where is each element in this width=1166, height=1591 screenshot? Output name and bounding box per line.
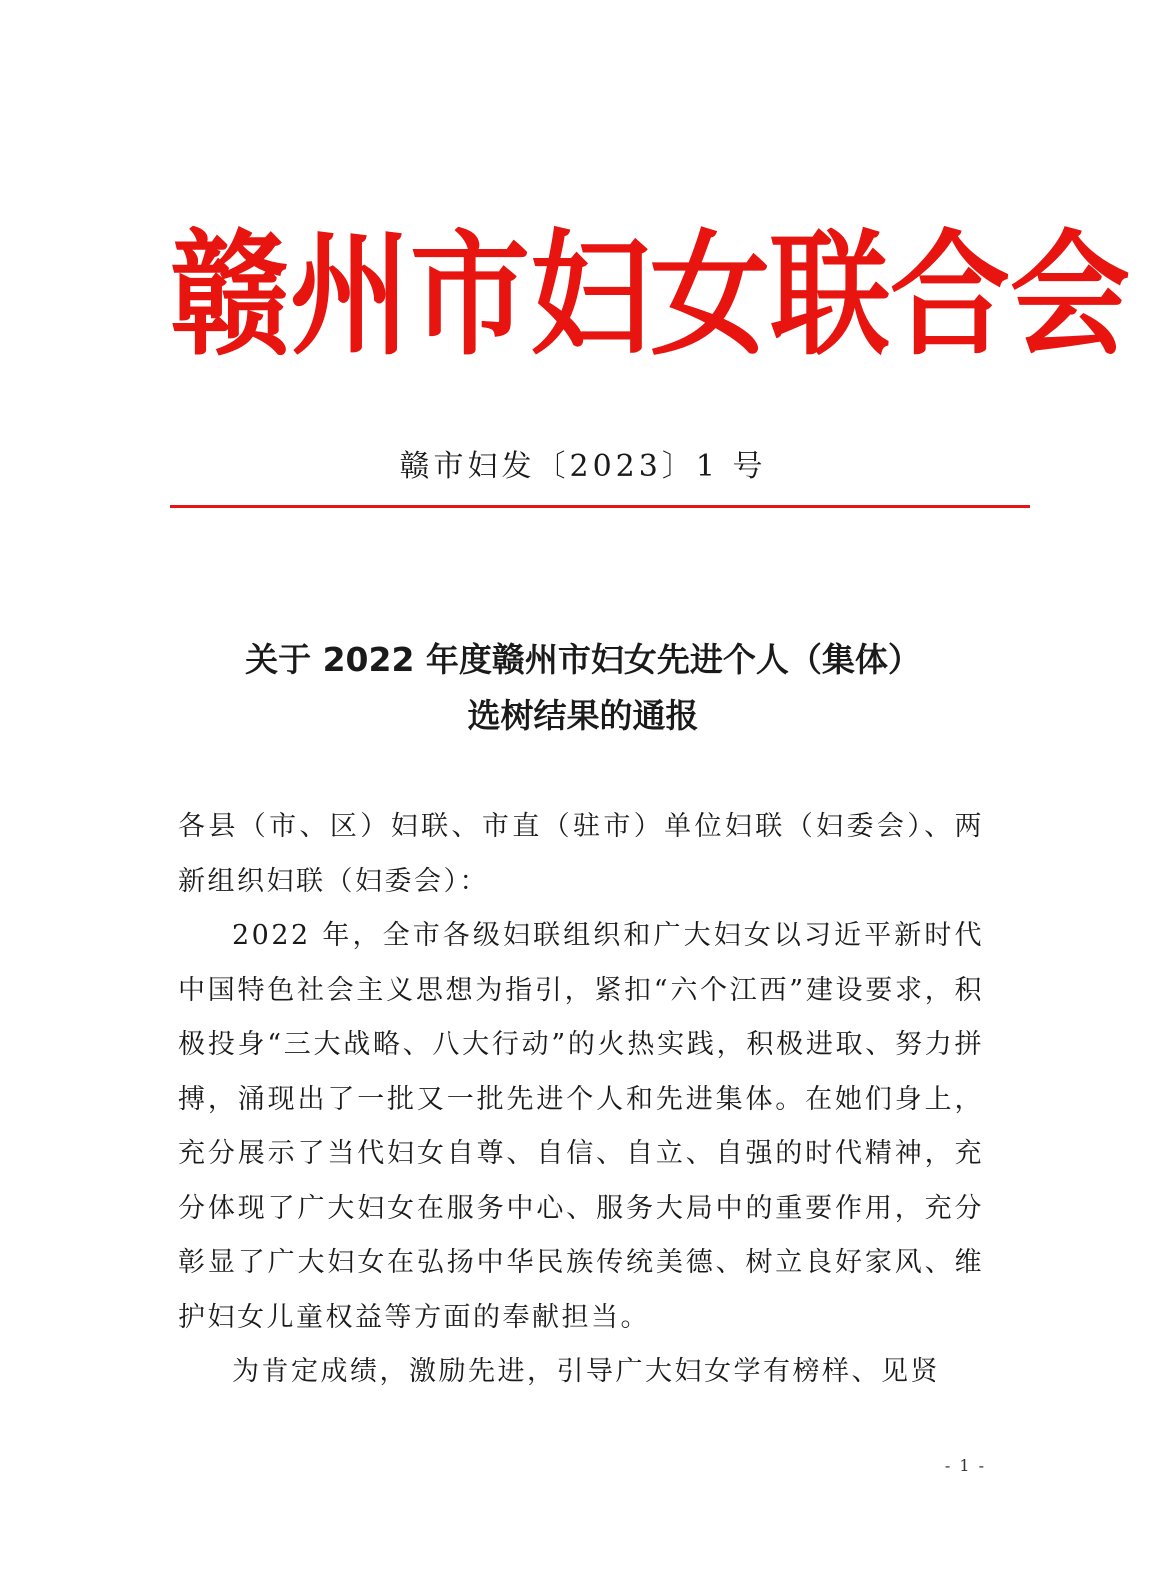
document-title	[160, 632, 1006, 744]
masthead-char: 会	[1010, 218, 1130, 375]
title-line-1: 关于 2022 年度赣州市妇女先进个人（集体）	[245, 640, 921, 679]
masthead-char: 赣	[170, 218, 290, 375]
body-paragraph: 2022 年，全市各级妇联组织和广大妇女以习近平新时代中国特色社会主义思想为指引，紧扣“六个江西”建设要求，积极投身“三大战略、八大行动”的火热实践，积极进取、努力拼搏，涌现出了一批又一批先进个人和先进集体。在她们身上，充分展示了当代妇女自尊、自信、自立、自强的时代精神，充分体现了广大妇女在服务中心、服务大局中的重要作用，充分彰显了广大妇女在弘扬中华民族传统美德、树立良好家风、维护妇女儿童权益等方面的奉献担当。	[178, 920, 984, 1333]
salutation: 各县（市、区）妇联、市直（驻市）单位妇联（妇委会）、两新组织妇联（妇委会）：	[178, 811, 984, 897]
masthead-char: 市	[410, 218, 530, 375]
document-body	[178, 800, 984, 1400]
masthead-char: 合	[890, 218, 1010, 375]
masthead-char: 妇	[530, 218, 650, 375]
body-paragraph: 为肯定成绩，激励先进，引导广大妇女学有榜样、见贤	[232, 1356, 940, 1387]
title-line-2: 选树结果的通报	[467, 696, 699, 735]
document-number: 赣市妇发〔2023〕1 号	[399, 449, 767, 484]
page-number: - 1 -	[944, 1456, 986, 1475]
masthead-char: 州	[290, 218, 410, 375]
masthead	[170, 218, 1130, 375]
masthead-char: 女	[650, 218, 770, 375]
masthead-char: 联	[770, 218, 890, 375]
red-divider-line	[170, 505, 1030, 508]
